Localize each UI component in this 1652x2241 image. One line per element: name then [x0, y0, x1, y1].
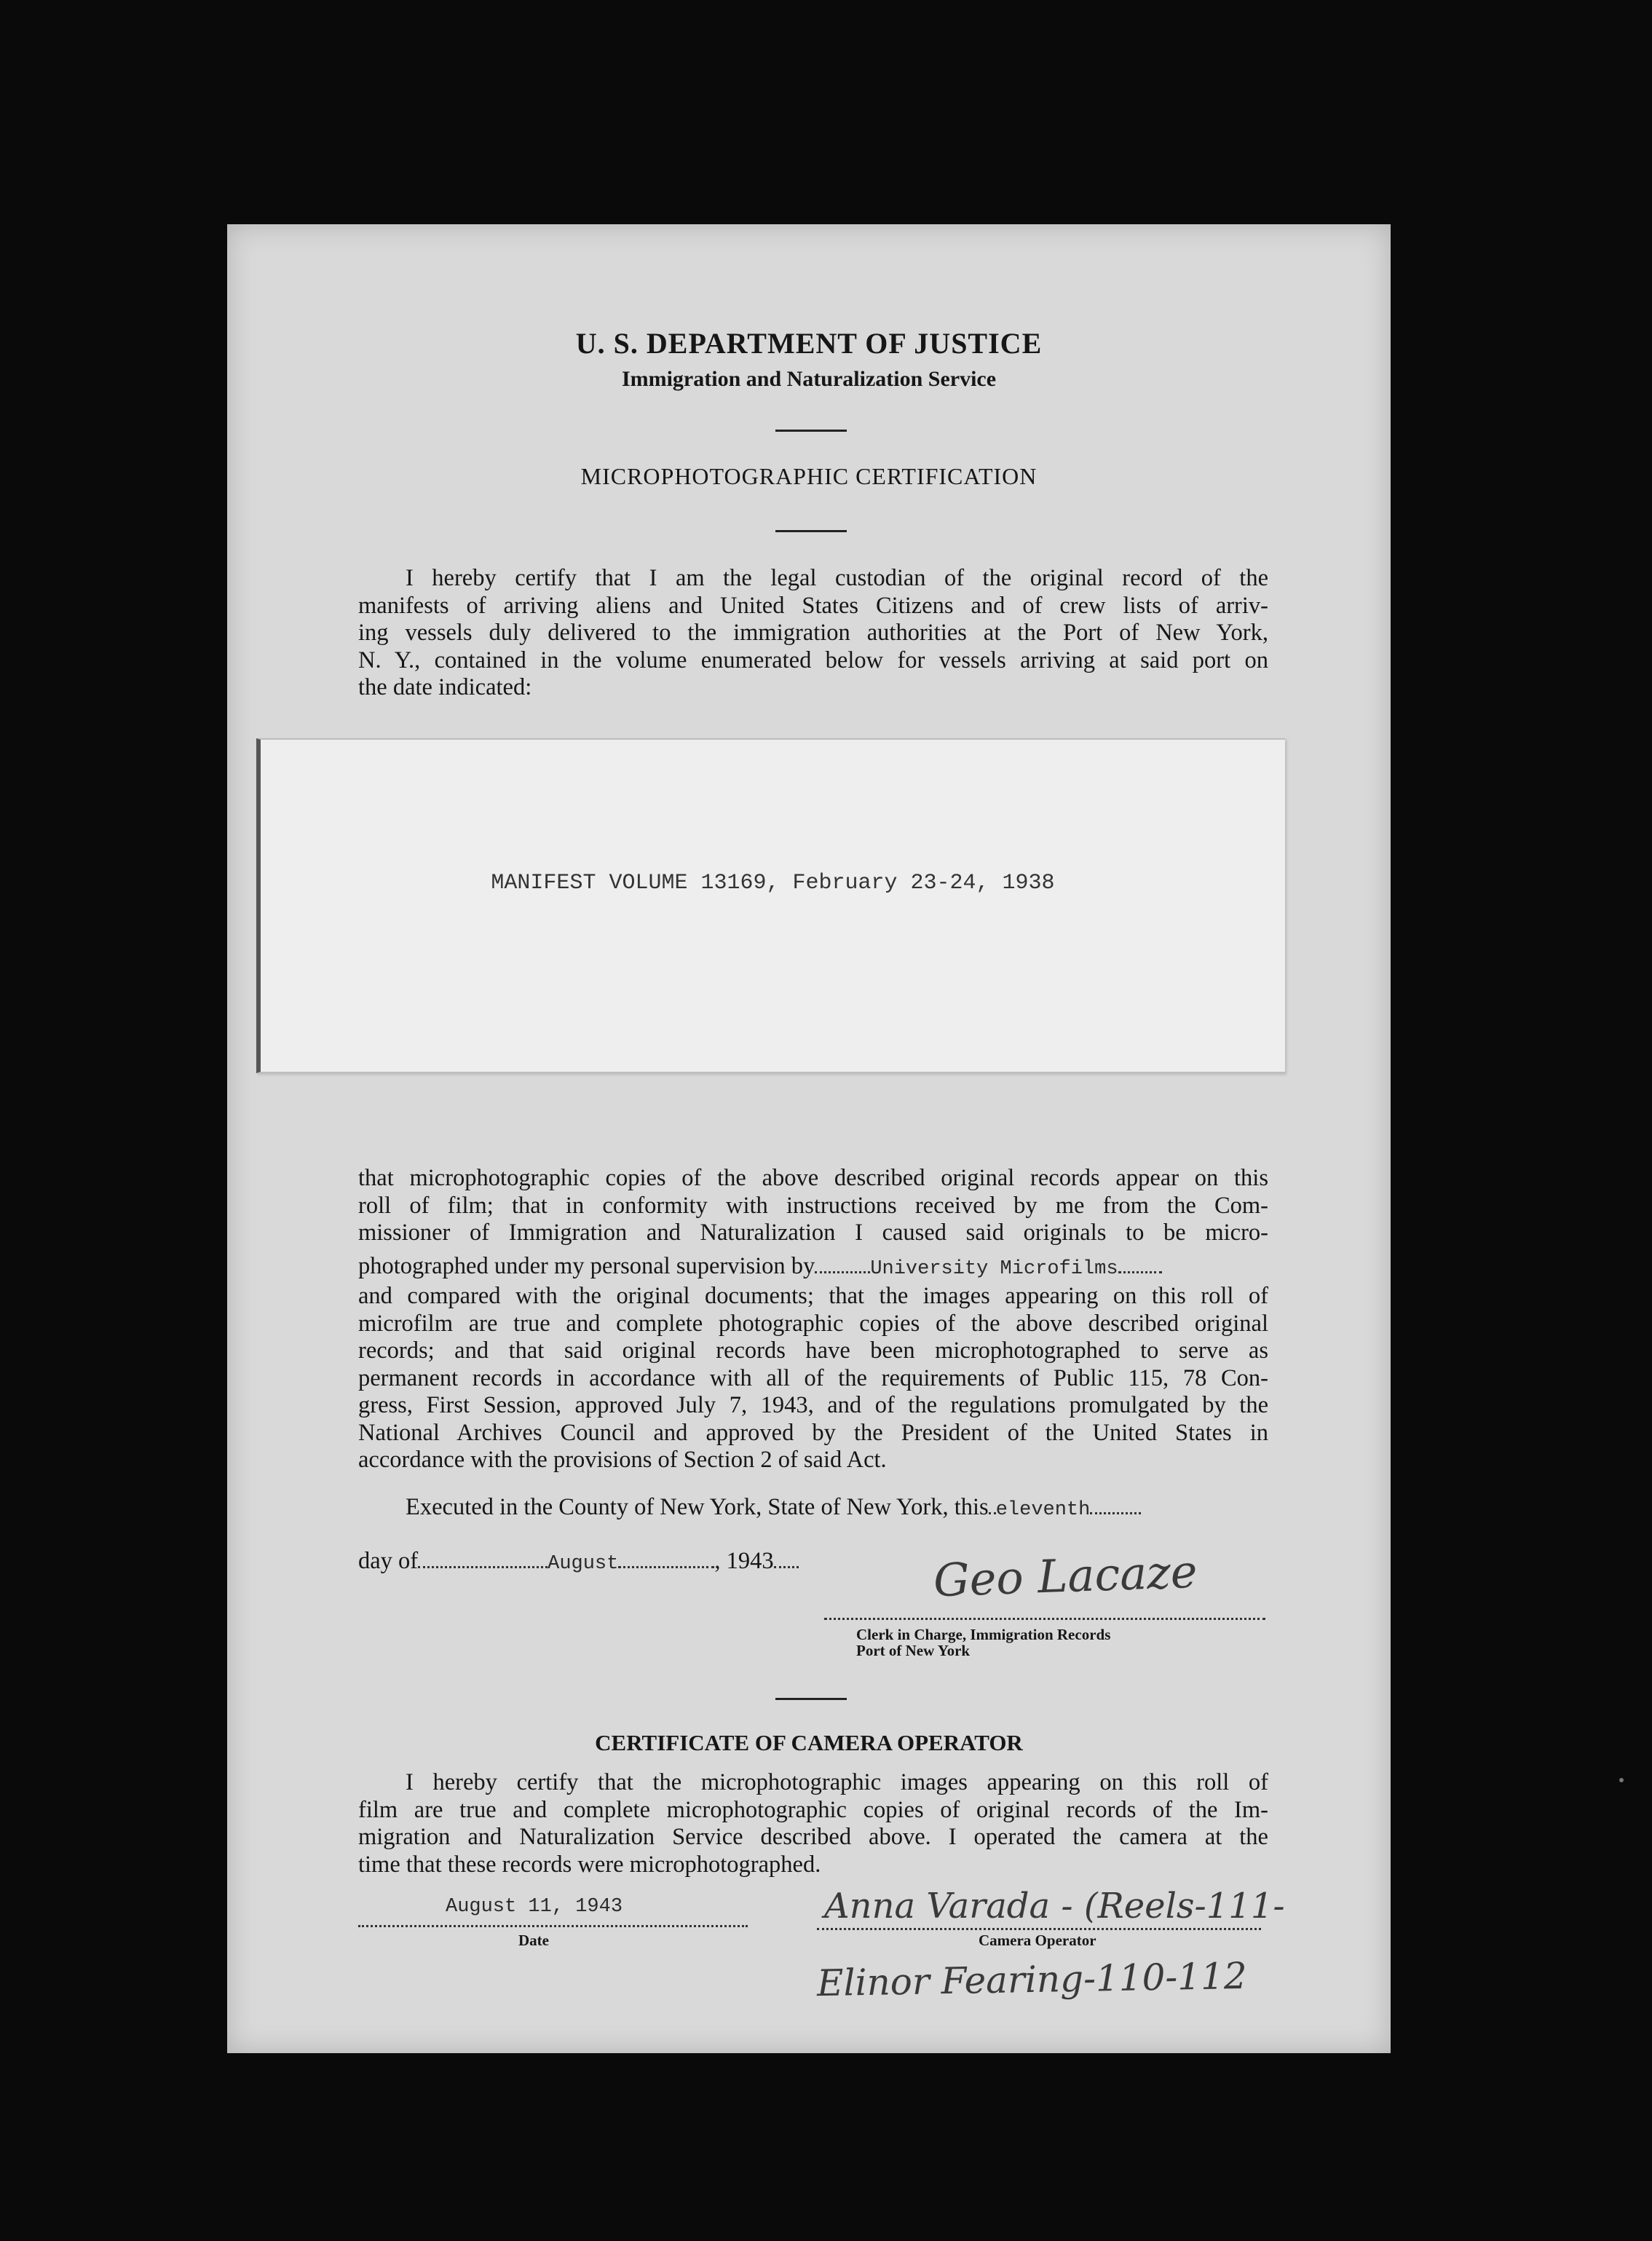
camera-line: time that these records were microphotographed. — [358, 1851, 821, 1878]
manifest-volume-text: MANIFEST VOLUME 13169, February 23-24, 1938 — [491, 871, 1055, 896]
intro-line: manifests of arriving aliens and United States Citizens and of crew lists of arriv- — [358, 592, 1268, 619]
body-line: and compared with the original documents; that the images appearing on this roll of — [358, 1283, 1268, 1309]
body-line: accordance with the provisions of Section 2 of said Act. — [358, 1447, 887, 1473]
intro-line: I hereby certify that I am the legal custodian of the original record of the — [406, 565, 1268, 591]
executed-month: August — [548, 1553, 619, 1575]
agency-heading: U. S. DEPARTMENT OF JUSTICE — [575, 327, 1043, 360]
camera-date-value: August 11, 1943 — [446, 1896, 623, 1918]
camera-operator-line — [817, 1928, 1261, 1930]
supervision-line — [358, 1253, 1268, 1284]
divider — [775, 530, 847, 532]
camera-operator-label: Camera Operator — [979, 1932, 1096, 1949]
executed-year-prefix: , 194 — [714, 1548, 762, 1574]
clerk-signature-line — [824, 1618, 1265, 1620]
camera-paragraph — [358, 1769, 1268, 1878]
film-speck — [1619, 1778, 1624, 1782]
intro-paragraph — [358, 565, 1268, 702]
body-line: microfilm are true and complete photographic copies of the above described original — [358, 1310, 1268, 1337]
manifest-slip — [256, 738, 1285, 1073]
camera-line: migration and Naturalization Service described above. I operated the camera at the — [358, 1824, 1268, 1850]
second-signature: Elinor Fearing-110-112 — [816, 1954, 1248, 2005]
clerk-title — [856, 1627, 1110, 1659]
certificate-document — [227, 224, 1391, 2053]
day-of-line — [358, 1548, 799, 1578]
service-subheading: Immigration and Naturalization Service — [621, 367, 997, 391]
divider — [775, 1698, 847, 1700]
camera-operator-signature: Anna Varada - (Reels-111- — [824, 1886, 1285, 1926]
certification-title: MICROPHOTOGRAPHIC CERTIFICATION — [580, 463, 1038, 489]
clerk-title-line: Port of New York — [856, 1642, 971, 1659]
body-paragraph — [358, 1165, 1268, 1474]
executed-year-digit: 3 — [762, 1548, 774, 1574]
executed-prefix: Executed in the County of New York, State of New York, this — [406, 1494, 989, 1520]
camera-line: film are true and complete microphotographic copies of original records of the Im- — [358, 1796, 1268, 1823]
camera-date-line — [358, 1925, 748, 1927]
body-line: missioner of Immigration and Naturalization I caused said originals to be micro- — [358, 1220, 1268, 1246]
body-line: roll of film; that in conformity with instructions received by me from the Com- — [358, 1192, 1268, 1219]
body-line: that microphotographic copies of the above described original records appear on this — [358, 1165, 1268, 1191]
intro-line: N. Y., contained in the volume enumerated below for vessels arriving at said port on — [358, 647, 1268, 673]
body-line: gress, First Session, approved July 7, 1943, and of the regulations promulgated by the — [358, 1392, 1268, 1418]
camera-operator-heading: CERTIFICATE OF CAMERA OPERATOR — [595, 1730, 1023, 1755]
body-line: National Archives Council and approved by the President of the United States in — [358, 1419, 1268, 1446]
camera-line: I hereby certify that the microphotographic images appearing on this roll of — [406, 1769, 1268, 1795]
divider — [775, 430, 847, 432]
executed-line — [358, 1494, 1268, 1525]
intro-line: ing vessels duly delivered to the immigration authorities at the Port of New York, — [358, 620, 1268, 646]
supervision-value: University Microfilms — [870, 1257, 1118, 1280]
supervision-prefix: photographed under my personal supervision by — [358, 1252, 815, 1279]
camera-date-label: Date — [518, 1932, 549, 1949]
clerk-signature: Geo Lacaze — [932, 1544, 1198, 1608]
clerk-title-line: Clerk in Charge, Immigration Records — [856, 1626, 1111, 1643]
intro-line: the date indicated: — [358, 674, 532, 700]
body-line: records; and that said original records have been microphotographed to serve as — [358, 1337, 1268, 1364]
body-line: permanent records in accordance with all of the requirements of Public 115, 78 Con- — [358, 1364, 1268, 1391]
executed-day: eleventh — [995, 1499, 1091, 1521]
day-of-label: day of — [358, 1548, 419, 1574]
